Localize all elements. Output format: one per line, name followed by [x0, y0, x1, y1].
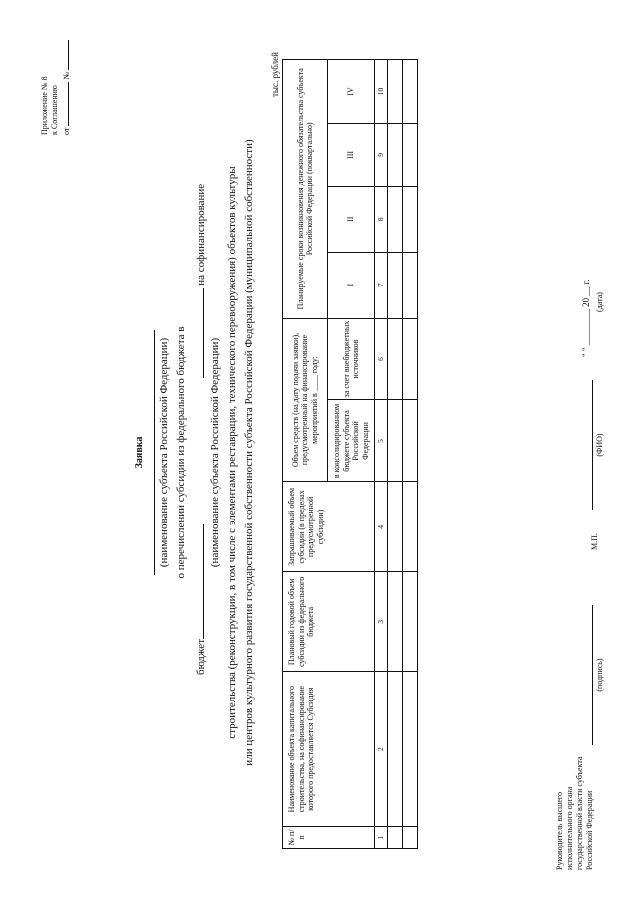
appendix-no-label: №: [62, 71, 71, 80]
table-cell: [387, 482, 402, 572]
construction-line: строительства (реконструкции, в том числе с элементами реставрации, технического перевооружения) объектов культуры: [226, 166, 238, 739]
request-table: [282, 59, 418, 849]
col-number: 5: [375, 400, 388, 482]
appendix-number-blank: [60, 40, 69, 70]
table-cell: [402, 186, 417, 252]
table-row: [402, 60, 417, 849]
table-cell: [387, 318, 402, 400]
header-quarter-3: III: [328, 123, 375, 186]
signature-line: [592, 605, 593, 745]
table-row: [387, 60, 402, 849]
table-cell: [402, 123, 417, 186]
header-col-planned: Плановый годовой объем субсидии из федерального бюджета: [283, 572, 375, 672]
head-title: Руководитель высшего исполнительного органа государственной власти субъекта Российской Федерации: [555, 756, 594, 870]
centers-line: или центров культурного развития государственной собственности субъекта Российской Федерации (муниципальной собственности): [243, 139, 255, 766]
header-col-volume: Объем средств (на дату подачи заявки), предусмотренный на финансирование мероприятий в ____ году:: [283, 318, 328, 482]
table-cell: [387, 123, 402, 186]
col-number: 10: [375, 60, 388, 124]
budget-name-blank: [192, 524, 204, 639]
col-number: 2: [375, 672, 388, 827]
header-quarter-2: II: [328, 186, 375, 252]
appendix-from-label: от: [62, 127, 71, 135]
appendix-agreement: к Соглашению: [50, 85, 59, 135]
cofinancing-label: на софинансирование: [195, 183, 207, 286]
budget-row: [192, 183, 208, 675]
appendix-date-number: [60, 0, 72, 135]
col-number: 1: [375, 827, 388, 849]
header-col-requested: Запрашиваемый объем субсидии (в пределах предусмотренной субсидии): [283, 482, 375, 572]
table-cell: [402, 482, 417, 572]
signature-caption: (подпись): [595, 658, 604, 692]
name-line: [592, 380, 593, 510]
table-cell: [387, 252, 402, 318]
header-col-volume-consolidated: в консолидированном бюджете субъекта Российской Федерации: [328, 400, 375, 482]
budget-caption: (наименование субъекта Российской Федерации): [209, 337, 221, 568]
table-cell: [387, 60, 402, 124]
table-cell: [387, 827, 402, 849]
table-cell: [387, 572, 402, 672]
table-cell: [387, 186, 402, 252]
header-quarter-1: I: [328, 252, 375, 318]
header-col-name: Наименование объекта капитального строительства, на софинансирование которого предоставляется Субсидия: [283, 672, 375, 827]
table-cell: [402, 252, 417, 318]
table-cell: [402, 60, 417, 124]
appendix-date-blank: [60, 82, 69, 126]
header-col-volume-extrabudgetary: за счет внебюджетных источников: [328, 318, 375, 400]
header-col-terms: Планируемые сроки возникновения денежного обязательства субъекта Российской Федерации (поквартально): [283, 60, 328, 319]
header-quarter-4: IV: [328, 60, 375, 124]
col-number: 4: [375, 482, 388, 572]
date-template: " " ________ 20 __ г.: [581, 279, 591, 357]
col-number: 6: [375, 318, 388, 400]
purpose-line: о перечислении субсидии из федерального бюджета в: [175, 326, 187, 579]
table-cell: [402, 572, 417, 672]
stamp-label: М.П.: [590, 533, 599, 550]
name-caption: (ФИО): [595, 433, 604, 457]
table-cell: [402, 827, 417, 849]
cofinancing-blank: [192, 289, 204, 379]
appendix-number: Приложение № 8: [40, 76, 49, 135]
header-col-no: № п/п: [283, 827, 375, 849]
unit-label: тыс. рублей: [270, 52, 280, 97]
table-cell: [402, 318, 417, 400]
subject-name-blank: [154, 330, 155, 575]
col-number: 9: [375, 123, 388, 186]
col-number: 3: [375, 572, 388, 672]
table-column-numbers-row: [375, 60, 388, 849]
table-cell: [402, 672, 417, 827]
col-number: 7: [375, 252, 388, 318]
budget-label: бюджет: [195, 639, 207, 675]
col-number: 8: [375, 186, 388, 252]
table-cell: [387, 672, 402, 827]
table-cell: [402, 400, 417, 482]
appendix-block: [40, 0, 72, 135]
date-caption: (дата): [595, 292, 604, 312]
table-cell: [387, 400, 402, 482]
table-header-row: [283, 60, 328, 849]
subject-caption: (наименование субъекта Российской Федерации): [158, 337, 170, 568]
document-title: Заявка: [134, 436, 145, 469]
